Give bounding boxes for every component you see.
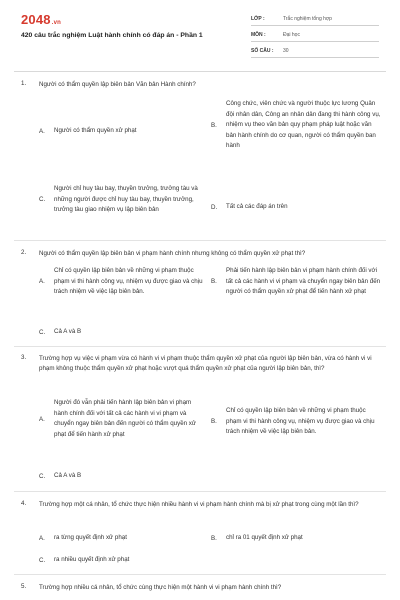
meta-row-class — [251, 10, 379, 26]
option-c[interactable] — [39, 555, 204, 566]
meta-row-subject — [251, 26, 379, 42]
question-text: Trường hợp một cá nhân, tổ chức thực hiện nhiều hành vi vi phạm hành chính mà bị xử phạt trong cùng một lần thì? — [39, 501, 359, 508]
question-number: 5. — [21, 583, 27, 590]
question-text: Người có thẩm quyền lập biên bản Văn bản Hành chính? — [39, 81, 196, 88]
option-b[interactable] — [211, 266, 381, 298]
question-divider — [14, 491, 386, 492]
question-number: 3. — [21, 354, 27, 361]
header-divider — [14, 71, 386, 72]
option-b[interactable] — [211, 533, 381, 544]
option-letter: B. — [211, 418, 217, 426]
option-letter: C. — [39, 556, 46, 564]
option-text: Người có thẩm quyền xử phạt — [54, 127, 137, 134]
option-d[interactable] — [211, 202, 381, 213]
option-letter: B. — [211, 121, 217, 129]
option-a[interactable] — [39, 398, 204, 440]
meta-row-count — [251, 42, 379, 58]
question-number: 4. — [21, 500, 27, 507]
question-number: 2. — [21, 249, 27, 256]
meta-value: 30 — [283, 48, 289, 54]
question-divider — [14, 240, 386, 241]
option-letter: D. — [211, 203, 218, 211]
option-c[interactable] — [39, 471, 204, 482]
option-text: Cả A và B — [54, 472, 82, 479]
option-a[interactable] — [39, 126, 204, 137]
option-text: Phải tiến hành lập biên bản vi phạm hành chính đối với tất cả các hành vi vi phạm và chuyển ngay biên bản đến người có thẩm quyền xử phạt để tiến hành xử phạt — [226, 267, 381, 295]
option-text: Cả A và B — [54, 328, 82, 335]
meta-label: SỐ CÂU : — [251, 48, 274, 54]
option-text: ra nhiều quyết định xử phạt — [54, 556, 130, 563]
question-text: Người có thẩm quyền lập biên bản vi phạm hành chính nhưng không có thẩm quyền xử phạt thì? — [39, 250, 306, 257]
option-letter: A. — [39, 278, 45, 286]
site-logo[interactable] — [21, 12, 61, 27]
option-c[interactable] — [39, 184, 204, 216]
question-text: Trường hợp vụ việc vi phạm vừa có hành vi vi phạm thuộc thẩm quyền xử phạt của người lập biên bản, vừa có hành vi vi phạm không thuộc thẩm quyền xử phạt hoặc vượt quá thẩm quyền xử phạt của người lập biên bản, thì? — [39, 355, 372, 372]
option-text: Người chỉ huy tàu bay, thuyền trưởng, trưởng tàu và những người được chỉ huy tàu bay, thuyền trưởng, trưởng tàu giao nhiệm vụ lập biên bản — [54, 185, 198, 213]
document-meta — [251, 10, 379, 58]
logo-domain: .vn — [51, 20, 62, 26]
option-letter: C. — [39, 328, 46, 336]
option-text: ra từng quyết định xử phạt — [54, 534, 127, 541]
option-text: Người đó vẫn phải tiến hành lập biên bản vi phạm hành chính đối với tất cả các hành vi vi phạm và chuyển ngay biên bản đến người có thẩm quyền xử phạt để tiến hành xử phạt — [54, 399, 197, 438]
option-letter: A. — [39, 415, 45, 423]
option-text: Chỉ có quyền lập biên bản về những vi phạm thuộc phạm vi thi hành công vụ, nhiệm vụ được giao và chịu trách nhiệm về việc lập biên bản. — [226, 407, 375, 435]
option-text: Công chức, viên chức và người thuộc lực lương Quân đội nhân dân, Công an nhân dân đang thi hành công vụ, nhiệm vụ theo văn bản quy phạm pháp luật hoặc văn bản hành chính do cơ quan, người có thẩm quyền ban hành — [226, 100, 381, 149]
question-text: Trường hợp nhiều cá nhân, tổ chức cùng thực hiện một hành vi vi phạm hành chính thì? — [39, 584, 282, 591]
option-letter: A. — [39, 534, 45, 542]
logo-text: 2048 — [21, 12, 51, 27]
option-b[interactable] — [211, 99, 381, 152]
option-letter: C. — [39, 472, 46, 480]
option-b[interactable] — [211, 406, 381, 438]
option-letter: C. — [39, 196, 46, 204]
option-letter: B. — [211, 278, 217, 286]
option-a[interactable] — [39, 266, 204, 298]
option-c[interactable] — [39, 327, 204, 338]
option-a[interactable] — [39, 533, 204, 544]
document-title: 420 câu trắc nghiệm Luật hành chính có đáp án - Phần 1 — [21, 32, 203, 39]
question-divider — [14, 346, 386, 347]
option-text: Chỉ có quyền lập biên bản về những vi phạm thuộc phạm vi thi hành công vụ, nhiệm vụ được giao và chịu trách nhiệm về việc lập biên bản. — [54, 267, 203, 295]
meta-label: LỚP : — [251, 16, 265, 22]
question-number: 1. — [21, 80, 27, 87]
option-text: chỉ ra 01 quyết định xử phạt — [226, 534, 303, 541]
meta-value: Trắc nghiệm tổng hợp — [283, 16, 332, 22]
option-text: Tất cả các đáp án trên — [226, 203, 288, 210]
question-divider — [14, 574, 386, 575]
option-letter: A. — [39, 127, 45, 135]
option-letter: B. — [211, 534, 217, 542]
document-header — [0, 0, 400, 66]
meta-label: MÔN : — [251, 32, 266, 38]
meta-value: Đại học — [283, 32, 300, 38]
